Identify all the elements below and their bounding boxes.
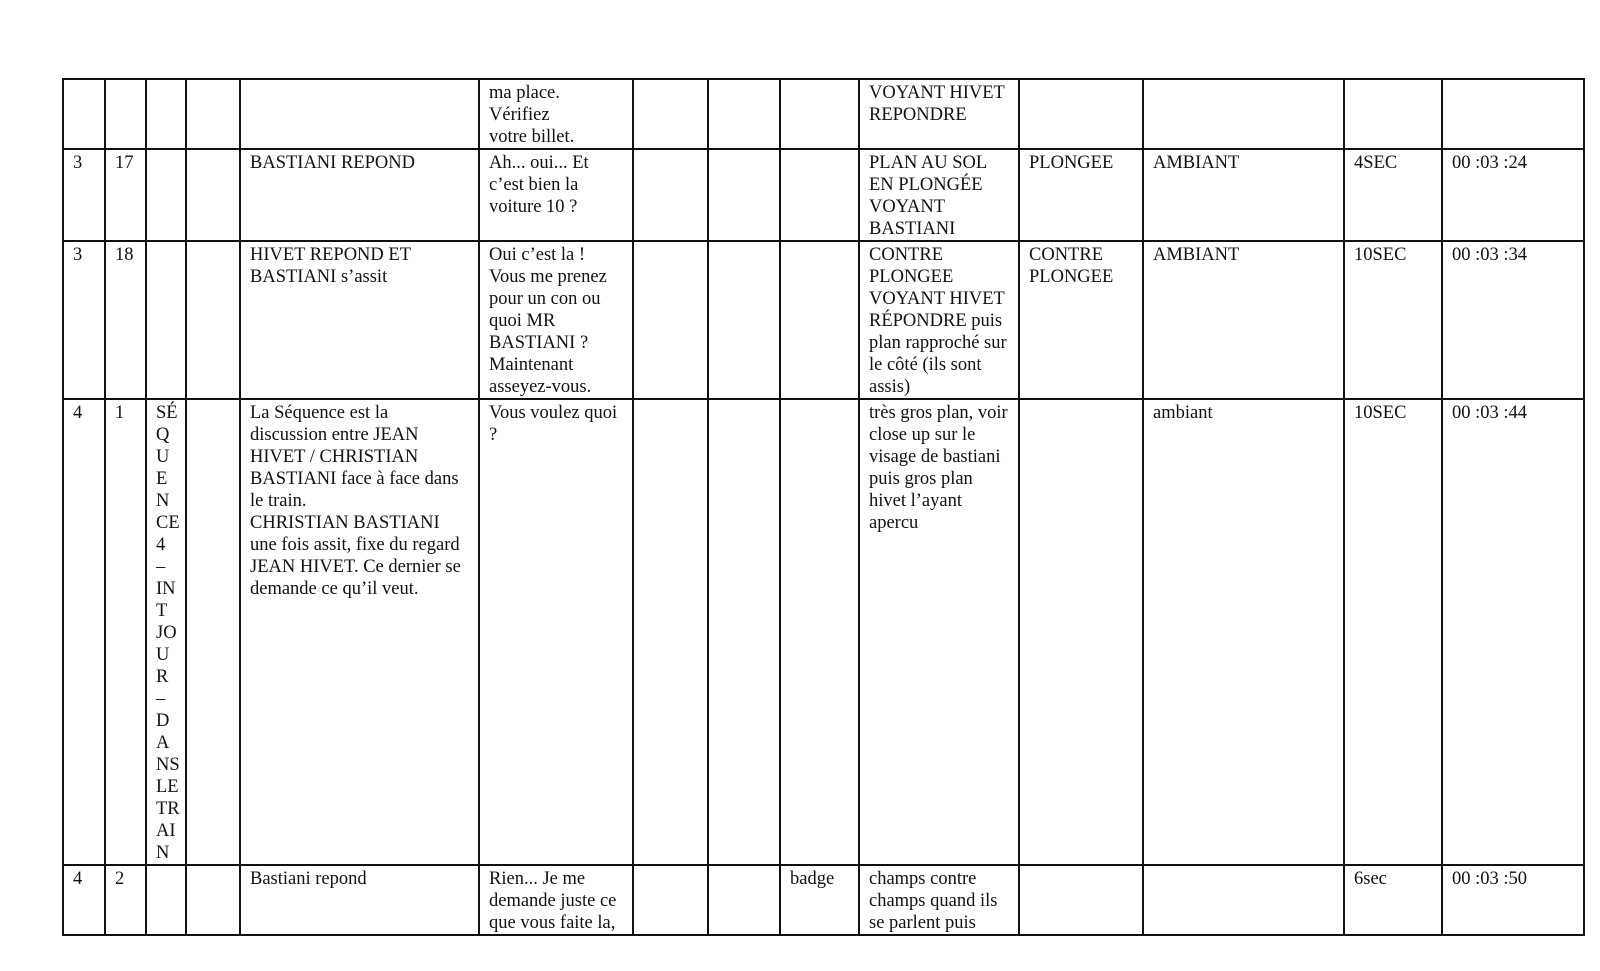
empty-cell	[186, 79, 240, 149]
dialogue-cell: Ah... oui... Et c’est bien la voiture 10 ?	[479, 149, 633, 241]
empty-cell	[708, 865, 780, 935]
timecode-cell: 00 :03 :34	[1442, 241, 1584, 399]
empty-cell	[633, 865, 708, 935]
duration-cell	[1344, 79, 1442, 149]
dialogue-cell: Rien... Je me demande juste ce que vous faite la,	[479, 865, 633, 935]
angle-cell	[1019, 79, 1143, 149]
duration-cell: 10SEC	[1344, 241, 1442, 399]
accessory-cell	[780, 241, 859, 399]
angle-cell	[1019, 865, 1143, 935]
timecode-cell	[1442, 79, 1584, 149]
shot-cell: 2	[105, 865, 146, 935]
action-cell	[240, 79, 479, 149]
framing-cell: champs contre champs quand ils se parlent puis	[859, 865, 1019, 935]
sequence-cell: 4	[63, 399, 105, 865]
angle-cell: PLONGEE	[1019, 149, 1143, 241]
empty-cell	[708, 149, 780, 241]
empty-cell	[708, 79, 780, 149]
empty-cell	[633, 79, 708, 149]
framing-cell: très gros plan, voir close up sur le visage de bastiani puis gros plan hivet l’ayant apercu	[859, 399, 1019, 865]
empty-cell	[186, 865, 240, 935]
sequence-cell: 4	[63, 865, 105, 935]
sequence-title-cell	[146, 79, 186, 149]
duration-cell: 10SEC	[1344, 399, 1442, 865]
storyboard-table	[62, 78, 1585, 936]
sequence-title-cell: SÉ Q U E N CE 4 – IN T JO U R – D A NS LE TR AI N	[146, 399, 186, 865]
accessory-cell	[780, 399, 859, 865]
action-cell: BASTIANI REPOND	[240, 149, 479, 241]
table-row	[63, 149, 1584, 241]
empty-cell	[633, 241, 708, 399]
accessory-cell: badge	[780, 865, 859, 935]
accessory-cell	[780, 149, 859, 241]
framing-cell: VOYANT HIVET REPONDRE	[859, 79, 1019, 149]
angle-cell: CONTRE PLONGEE	[1019, 241, 1143, 399]
shot-cell: 1	[105, 399, 146, 865]
angle-cell	[1019, 399, 1143, 865]
empty-cell	[186, 149, 240, 241]
dialogue-cell: Oui c’est la ! Vous me prenez pour un con ou quoi MR BASTIANI ? Maintenant asseyez-vous.	[479, 241, 633, 399]
action-cell: HIVET REPOND ET BASTIANI s’assit	[240, 241, 479, 399]
shot-cell	[105, 79, 146, 149]
table-row	[63, 79, 1584, 149]
sequence-title-cell	[146, 149, 186, 241]
empty-cell	[186, 241, 240, 399]
empty-cell	[708, 399, 780, 865]
timecode-cell: 00 :03 :44	[1442, 399, 1584, 865]
accessory-cell	[780, 79, 859, 149]
sequence-cell: 3	[63, 241, 105, 399]
shot-cell: 17	[105, 149, 146, 241]
duration-cell: 4SEC	[1344, 149, 1442, 241]
dialogue-cell: Vous voulez quoi ?	[479, 399, 633, 865]
sound-cell: AMBIANT	[1143, 149, 1344, 241]
timecode-cell: 00 :03 :50	[1442, 865, 1584, 935]
table-row	[63, 865, 1584, 935]
dialogue-cell: ma place. Vérifiez votre billet.	[479, 79, 633, 149]
empty-cell	[633, 149, 708, 241]
table-row	[63, 241, 1584, 399]
framing-cell: PLAN AU SOL EN PLONGÉE VOYANT BASTIANI	[859, 149, 1019, 241]
empty-cell	[633, 399, 708, 865]
framing-cell: CONTRE PLONGEE VOYANT HIVET RÉPONDRE puis plan rapproché sur le côté (ils sont assis)	[859, 241, 1019, 399]
sound-cell: ambiant	[1143, 399, 1344, 865]
sound-cell	[1143, 79, 1344, 149]
action-cell: Bastiani repond	[240, 865, 479, 935]
empty-cell	[186, 399, 240, 865]
duration-cell: 6sec	[1344, 865, 1442, 935]
sound-cell	[1143, 865, 1344, 935]
sound-cell: AMBIANT	[1143, 241, 1344, 399]
sequence-title-cell	[146, 241, 186, 399]
action-cell: La Séquence est la discussion entre JEAN HIVET / CHRISTIAN BASTIANI face à face dans le train. CHRISTIAN BASTIANI une fois assit, fixe du regard JEAN HIVET. Ce dernier se demande ce qu’il veut.	[240, 399, 479, 865]
timecode-cell: 00 :03 :24	[1442, 149, 1584, 241]
sequence-title-cell	[146, 865, 186, 935]
table-row	[63, 399, 1584, 865]
sequence-cell: 3	[63, 149, 105, 241]
shot-cell: 18	[105, 241, 146, 399]
empty-cell	[708, 241, 780, 399]
sequence-cell	[63, 79, 105, 149]
